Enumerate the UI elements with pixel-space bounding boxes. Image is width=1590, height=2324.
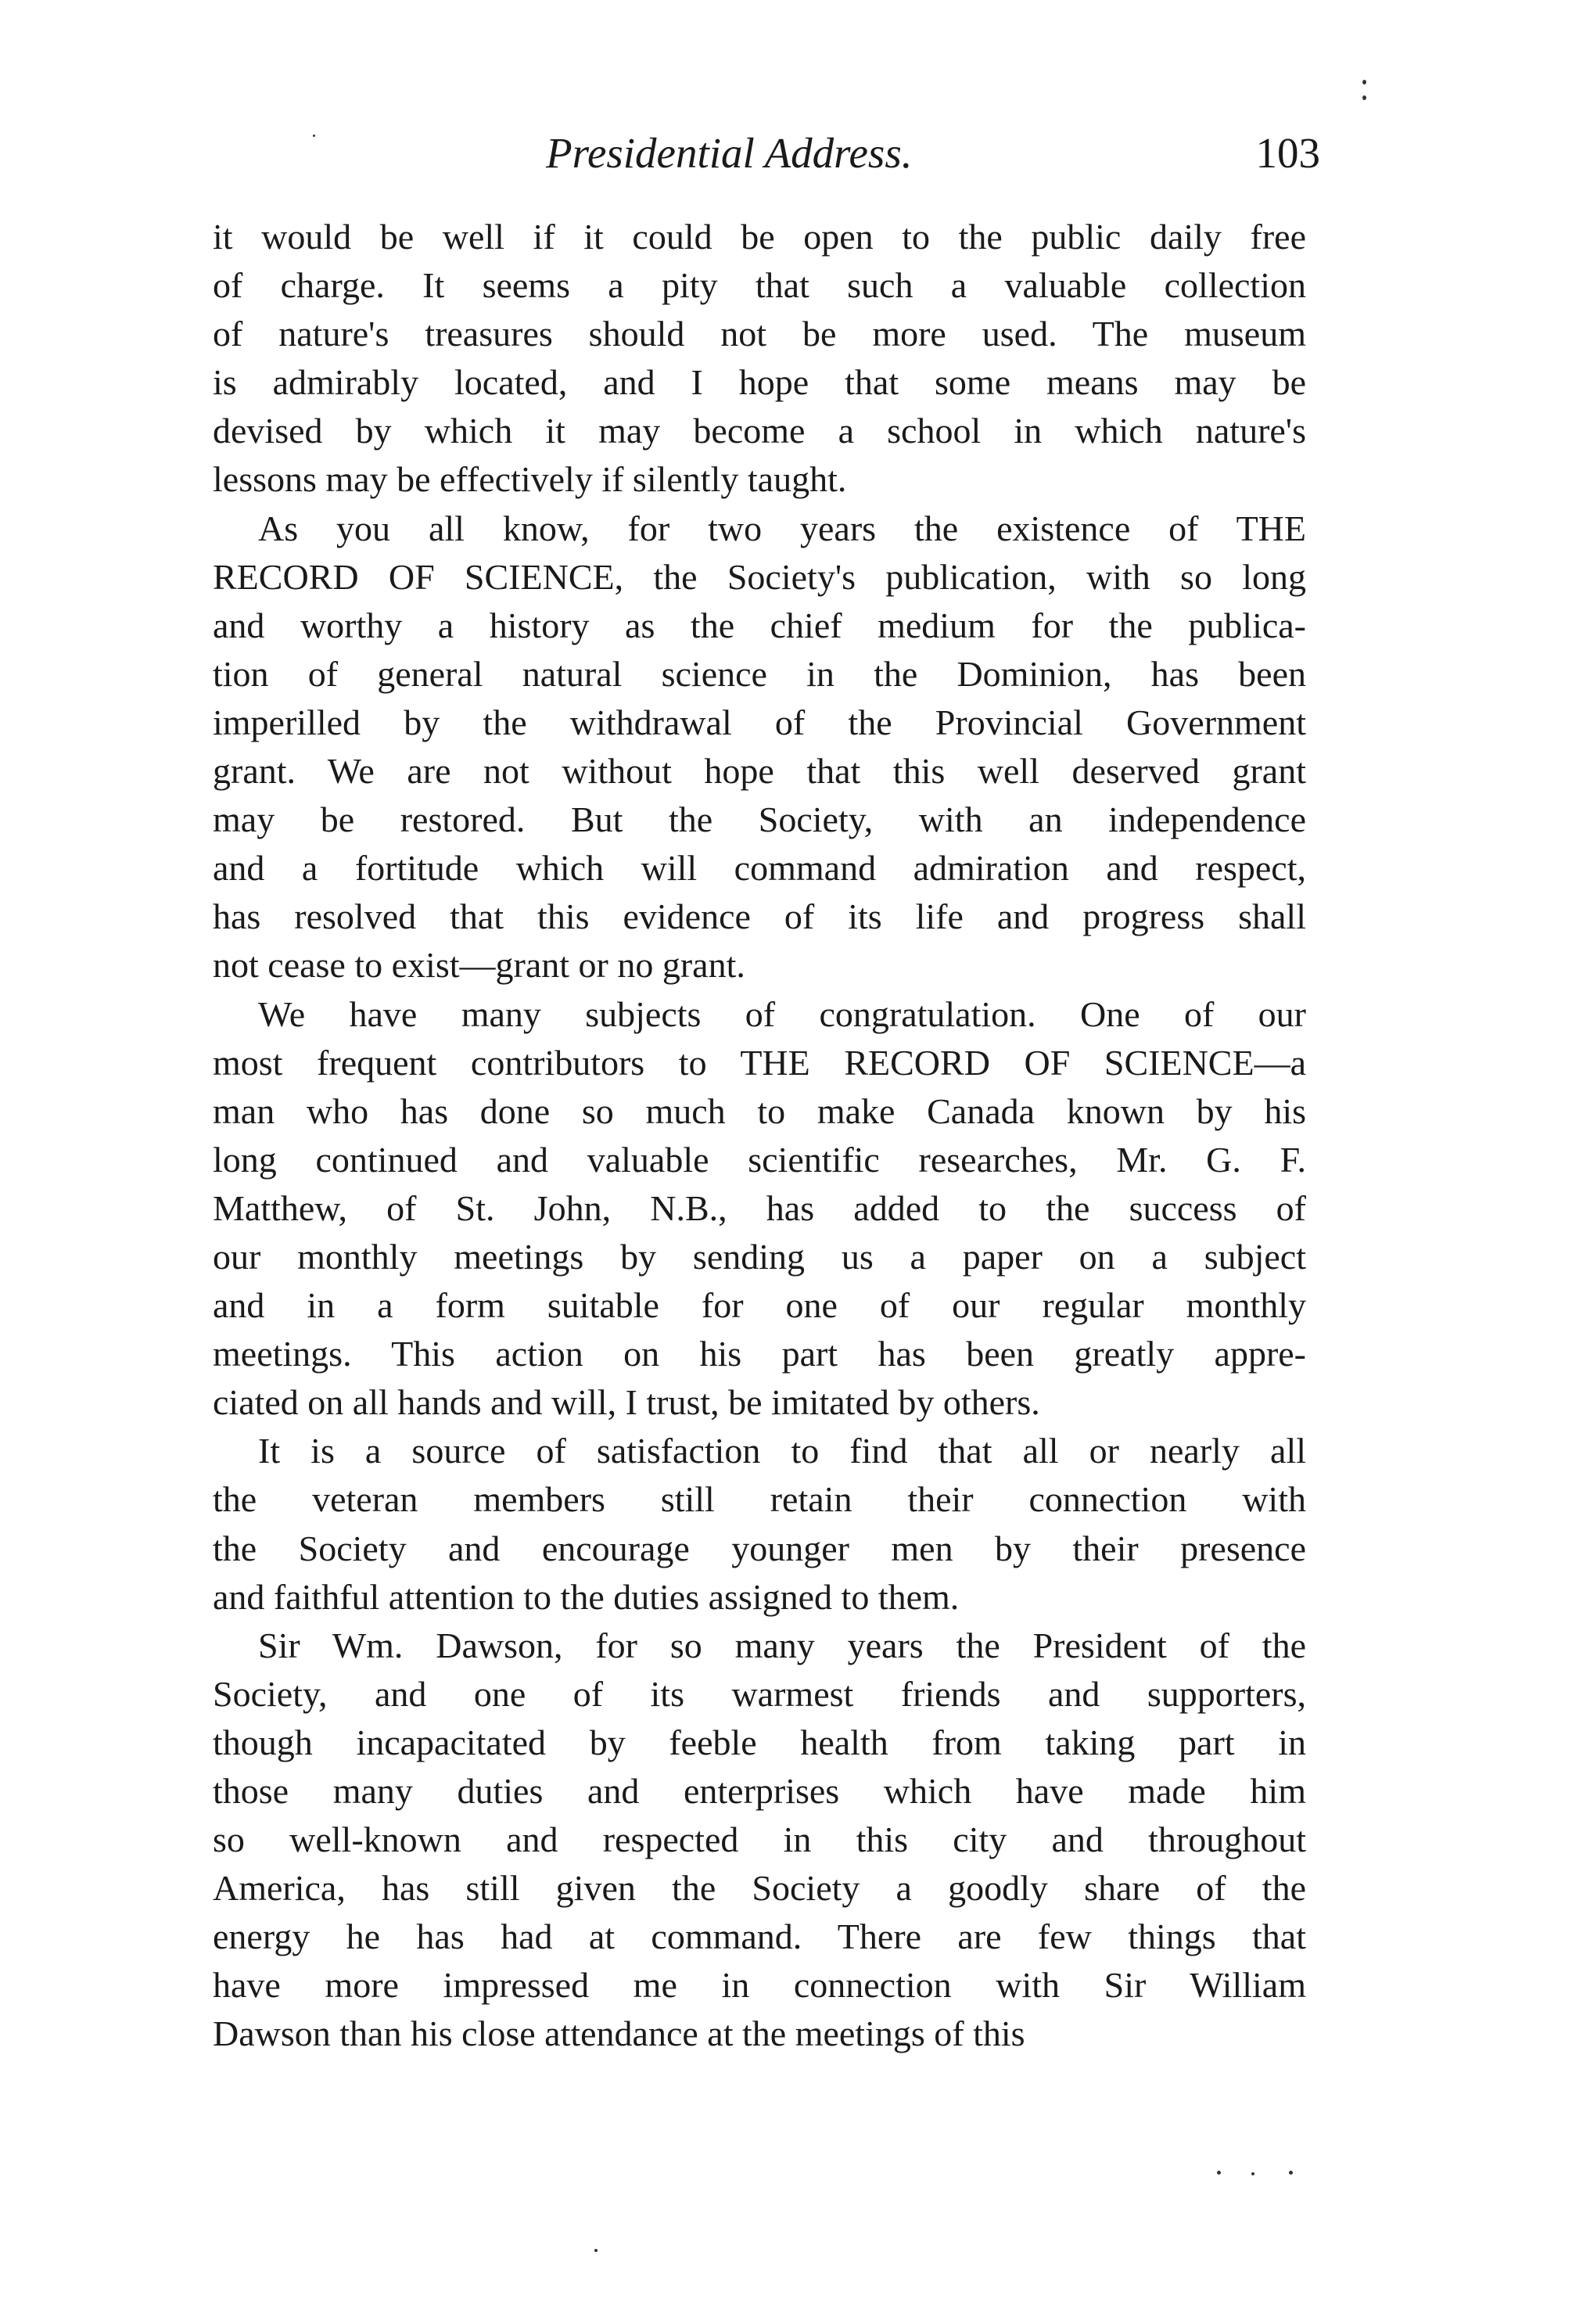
text-line: man who has done so much to make Canada known by his [213,1090,1306,1131]
text-line: is admirably located, and I hope that some means may be [213,362,1306,403]
scan-speck [594,2249,598,2252]
text-line: grant. We are not without hope that this well deserved grant [213,751,1306,792]
text-line: has resolved that this evidence of its life and progress shall [213,896,1306,937]
text-line: so well-known and respected in this city and throughout [213,1819,1306,1860]
paragraph [213,990,1306,1428]
text-line: and faithful attention to the duties assigned to them. [213,1576,960,1617]
paragraph [213,1622,1306,2059]
text-line: have more impressed me in connection with Sir William [213,1965,1306,2006]
text-line: It is a source of satisfaction to find that all or nearly all [258,1431,1306,1471]
paragraph [213,505,1306,990]
scan-speck [1362,80,1366,84]
text-line: our monthly meetings by sending us a paper on a subject [213,1236,1306,1277]
page-number: 103 [1255,129,1320,177]
text-line: Society, and one of its warmest friends and supporters, [213,1673,1306,1714]
text-line: As you all know, for two years the existence of THE [258,508,1306,548]
text-line: it would be well if it could be open to the public daily free [213,217,1306,257]
text-line: devised by which it may become a school in which nature's [213,411,1306,451]
paragraph [213,213,1306,505]
text-line: most frequent contributors to THE RECORD OF SCIENCE—a [213,1042,1306,1083]
text-line: Dawson than his close attendance at the meetings of this [213,2013,1025,2054]
running-header [210,124,1320,183]
text-line: of nature's treasures should not be more used. The museum [213,314,1306,354]
text-line: Matthew, of St. John, N.B., has added to the success of [213,1187,1306,1228]
text-line: and in a form suitable for one of our regular monthly [213,1285,1306,1326]
paragraph [213,1427,1306,1621]
text-line: imperilled by the withdrawal of the Provincial Government [213,702,1306,742]
scan-speck [1362,95,1366,100]
text-line: may be restored. But the Society, with an independence [213,799,1306,840]
text-line: those many duties and enterprises which have made him [213,1771,1306,1811]
running-title: Presidential Address. [546,129,913,177]
text-line: RECORD OF SCIENCE, the Society's publication, with so long [213,556,1306,597]
scan-speck [1289,2171,1293,2175]
body-text [213,213,1306,2059]
text-line: energy he has had at command. There are few things that [213,1916,1306,1957]
text-line: tion of general natural science in the Dominion, has been [213,653,1306,694]
text-line: and a fortitude which will command admiration and respect, [213,848,1306,889]
text-line: Sir Wm. Dawson, for so many years the President of the [258,1625,1306,1665]
scan-speck [1251,2172,1254,2175]
text-line: lessons may be effectively if silently taught. [213,459,847,500]
text-line: the veteran members still retain their connection with [213,1479,1306,1520]
text-line: the Society and encourage younger men by their presence [213,1528,1306,1568]
scan-speck [1217,2171,1221,2175]
scan-speck [313,135,315,137]
text-line: not cease to exist—grant or no grant. [213,945,745,986]
text-line: We have many subjects of congratulation. One of our [258,993,1306,1034]
text-line: and worthy a history as the chief medium for the publica- [213,605,1306,645]
text-line: meetings. This action on his part has been greatly appre- [213,1334,1306,1374]
text-line: though incapacitated by feeble health from taking part in [213,1722,1306,1762]
text-line: long continued and valuable scientific researches, Mr. G. F. [213,1139,1306,1180]
text-line: ciated on all hands and will, I trust, be imitated by others. [213,1382,1040,1423]
text-line: America, has still given the Society a goodly share of the [213,1868,1306,1909]
text-line: of charge. It seems a pity that such a valuable collection [213,265,1306,306]
